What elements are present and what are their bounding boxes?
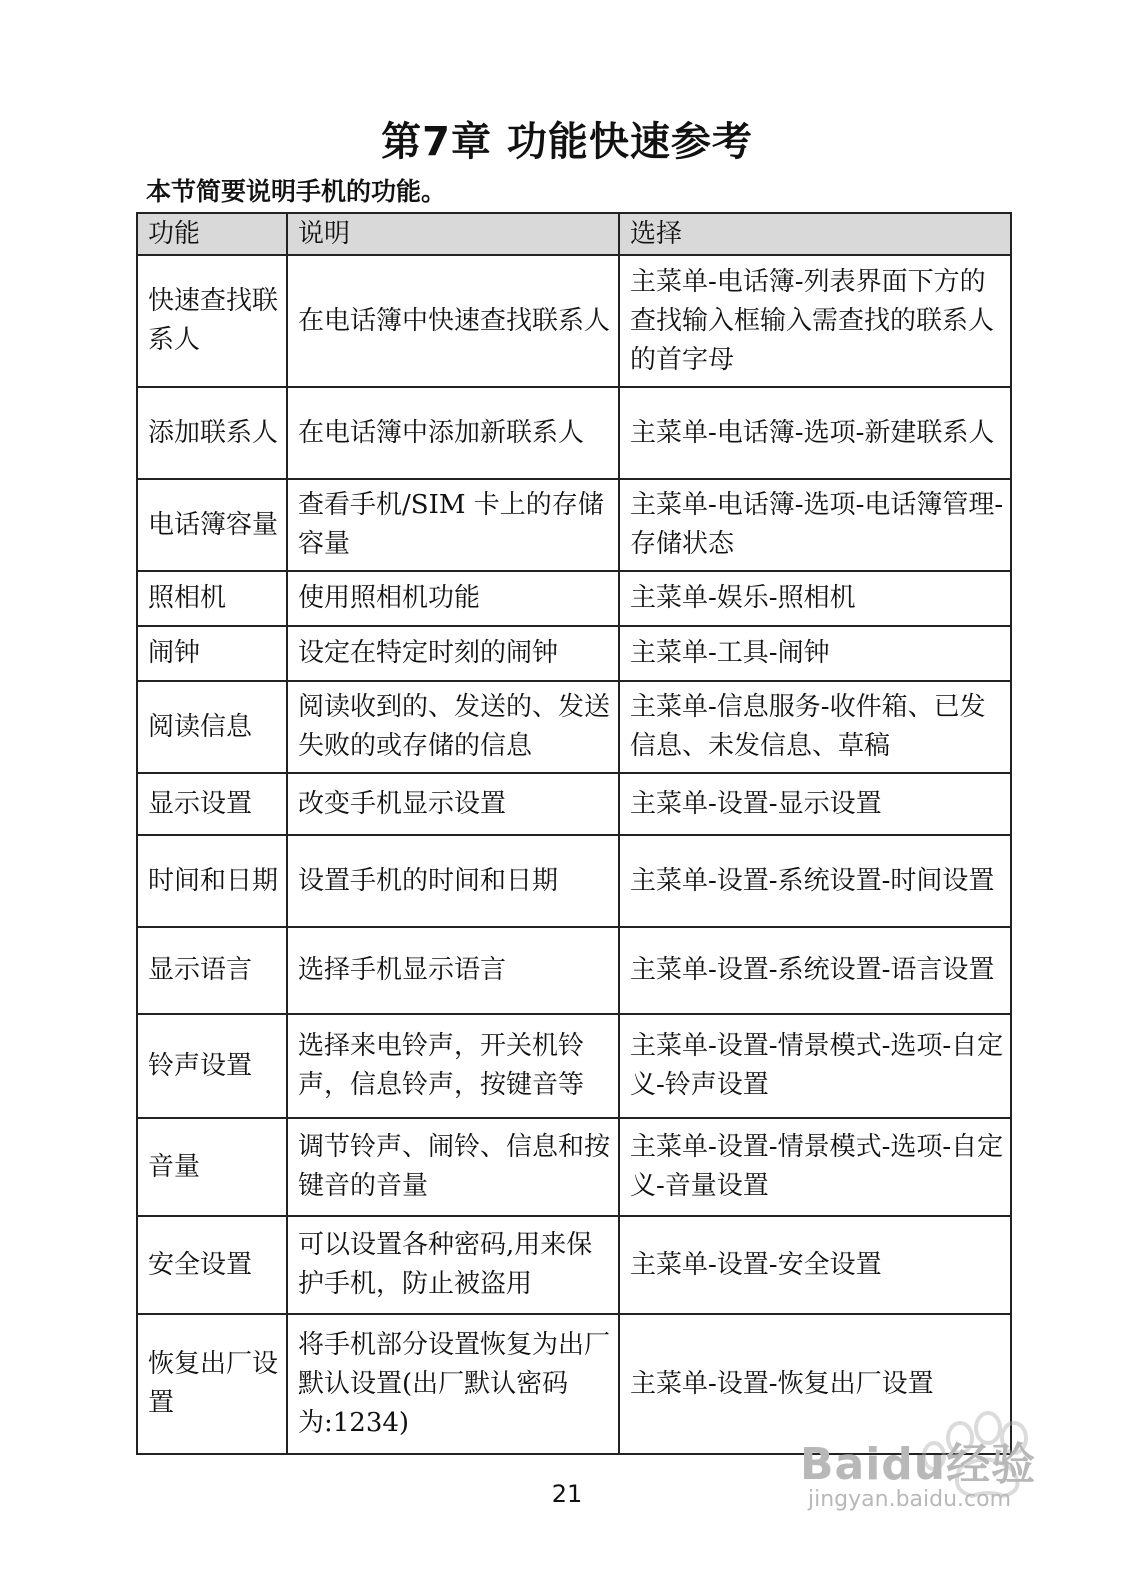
cell-function: 音量 bbox=[137, 1118, 287, 1216]
cell-description: 阅读收到的、发送的、发送失败的或存储的信息 bbox=[287, 681, 619, 773]
cell-description: 选择来电铃声，开关机铃声，信息铃声，按键音等 bbox=[287, 1014, 619, 1118]
cell-selection: 主菜单-设置-显示设置 bbox=[619, 773, 1011, 835]
table-row bbox=[137, 681, 1011, 773]
table-row bbox=[137, 1014, 1011, 1118]
cell-function: 时间和日期 bbox=[137, 835, 287, 927]
cell-description: 查看手机/SIM 卡上的存储容量 bbox=[287, 479, 619, 571]
table-row bbox=[137, 479, 1011, 571]
cell-selection: 主菜单-设置-恢复出厂设置 bbox=[619, 1314, 1011, 1454]
cell-selection: 主菜单-设置-系统设置-语言设置 bbox=[619, 927, 1011, 1014]
watermark-brand: Baidu经验 bbox=[800, 1439, 1037, 1490]
table-row bbox=[137, 835, 1011, 927]
cell-function: 恢复出厂设置 bbox=[137, 1314, 287, 1454]
table-row bbox=[137, 927, 1011, 1014]
table-row bbox=[137, 1118, 1011, 1216]
cell-function: 照相机 bbox=[137, 571, 287, 626]
cell-description: 调节铃声、闹铃、信息和按键音的音量 bbox=[287, 1118, 619, 1216]
cell-selection: 主菜单-电话簿-列表界面下方的查找输入框输入需查找的联系人的首字母 bbox=[619, 255, 1011, 387]
table-row bbox=[137, 773, 1011, 835]
cell-selection: 主菜单-电话簿-选项-新建联系人 bbox=[619, 387, 1011, 479]
cell-function: 添加联系人 bbox=[137, 387, 287, 479]
cell-function: 显示设置 bbox=[137, 773, 287, 835]
cell-description: 改变手机显示设置 bbox=[287, 773, 619, 835]
cell-description: 设置手机的时间和日期 bbox=[287, 835, 619, 927]
cell-selection: 主菜单-工具-闹钟 bbox=[619, 626, 1011, 681]
header-description: 说明 bbox=[287, 213, 619, 255]
table-row bbox=[137, 1216, 1011, 1314]
table-row bbox=[137, 255, 1011, 387]
cell-description: 使用照相机功能 bbox=[287, 571, 619, 626]
cell-function: 闹钟 bbox=[137, 626, 287, 681]
header-selection: 选择 bbox=[619, 213, 1011, 255]
cell-description: 在电话簿中快速查找联系人 bbox=[287, 255, 619, 387]
cell-selection: 主菜单-设置-情景模式-选项-自定义-铃声设置 bbox=[619, 1014, 1011, 1118]
function-reference-table bbox=[136, 212, 1012, 1455]
cell-description: 选择手机显示语言 bbox=[287, 927, 619, 1014]
cell-function: 铃声设置 bbox=[137, 1014, 287, 1118]
cell-description: 设定在特定时刻的闹钟 bbox=[287, 626, 619, 681]
cell-function: 安全设置 bbox=[137, 1216, 287, 1314]
cell-description: 将手机部分设置恢复为出厂默认设置(出厂默认密码为:1234) bbox=[287, 1314, 619, 1454]
watermark-url: jingyan.baidu.com bbox=[808, 1487, 1012, 1512]
cell-selection: 主菜单-娱乐-照相机 bbox=[619, 571, 1011, 626]
table-row bbox=[137, 387, 1011, 479]
page-number: 21 bbox=[551, 1480, 583, 1508]
table-header-row bbox=[137, 213, 1011, 255]
cell-selection: 主菜单-信息服务-收件箱、已发信息、未发信息、草稿 bbox=[619, 681, 1011, 773]
cell-function: 快速查找联系人 bbox=[137, 255, 287, 387]
cell-function: 显示语言 bbox=[137, 927, 287, 1014]
section-intro: 本节简要说明手机的功能。 bbox=[146, 177, 447, 206]
cell-function: 电话簿容量 bbox=[137, 479, 287, 571]
page-title: 第7章 功能快速参考 bbox=[381, 119, 753, 165]
cell-description: 可以设置各种密码,用来保护手机，防止被盗用 bbox=[287, 1216, 619, 1314]
cell-function: 阅读信息 bbox=[137, 681, 287, 773]
table-row bbox=[137, 571, 1011, 626]
cell-selection: 主菜单-设置-系统设置-时间设置 bbox=[619, 835, 1011, 927]
cell-selection: 主菜单-电话簿-选项-电话簿管理-存储状态 bbox=[619, 479, 1011, 571]
cell-selection: 主菜单-设置-安全设置 bbox=[619, 1216, 1011, 1314]
header-function: 功能 bbox=[137, 213, 287, 255]
cell-selection: 主菜单-设置-情景模式-选项-自定义-音量设置 bbox=[619, 1118, 1011, 1216]
table-row bbox=[137, 626, 1011, 681]
cell-description: 在电话簿中添加新联系人 bbox=[287, 387, 619, 479]
